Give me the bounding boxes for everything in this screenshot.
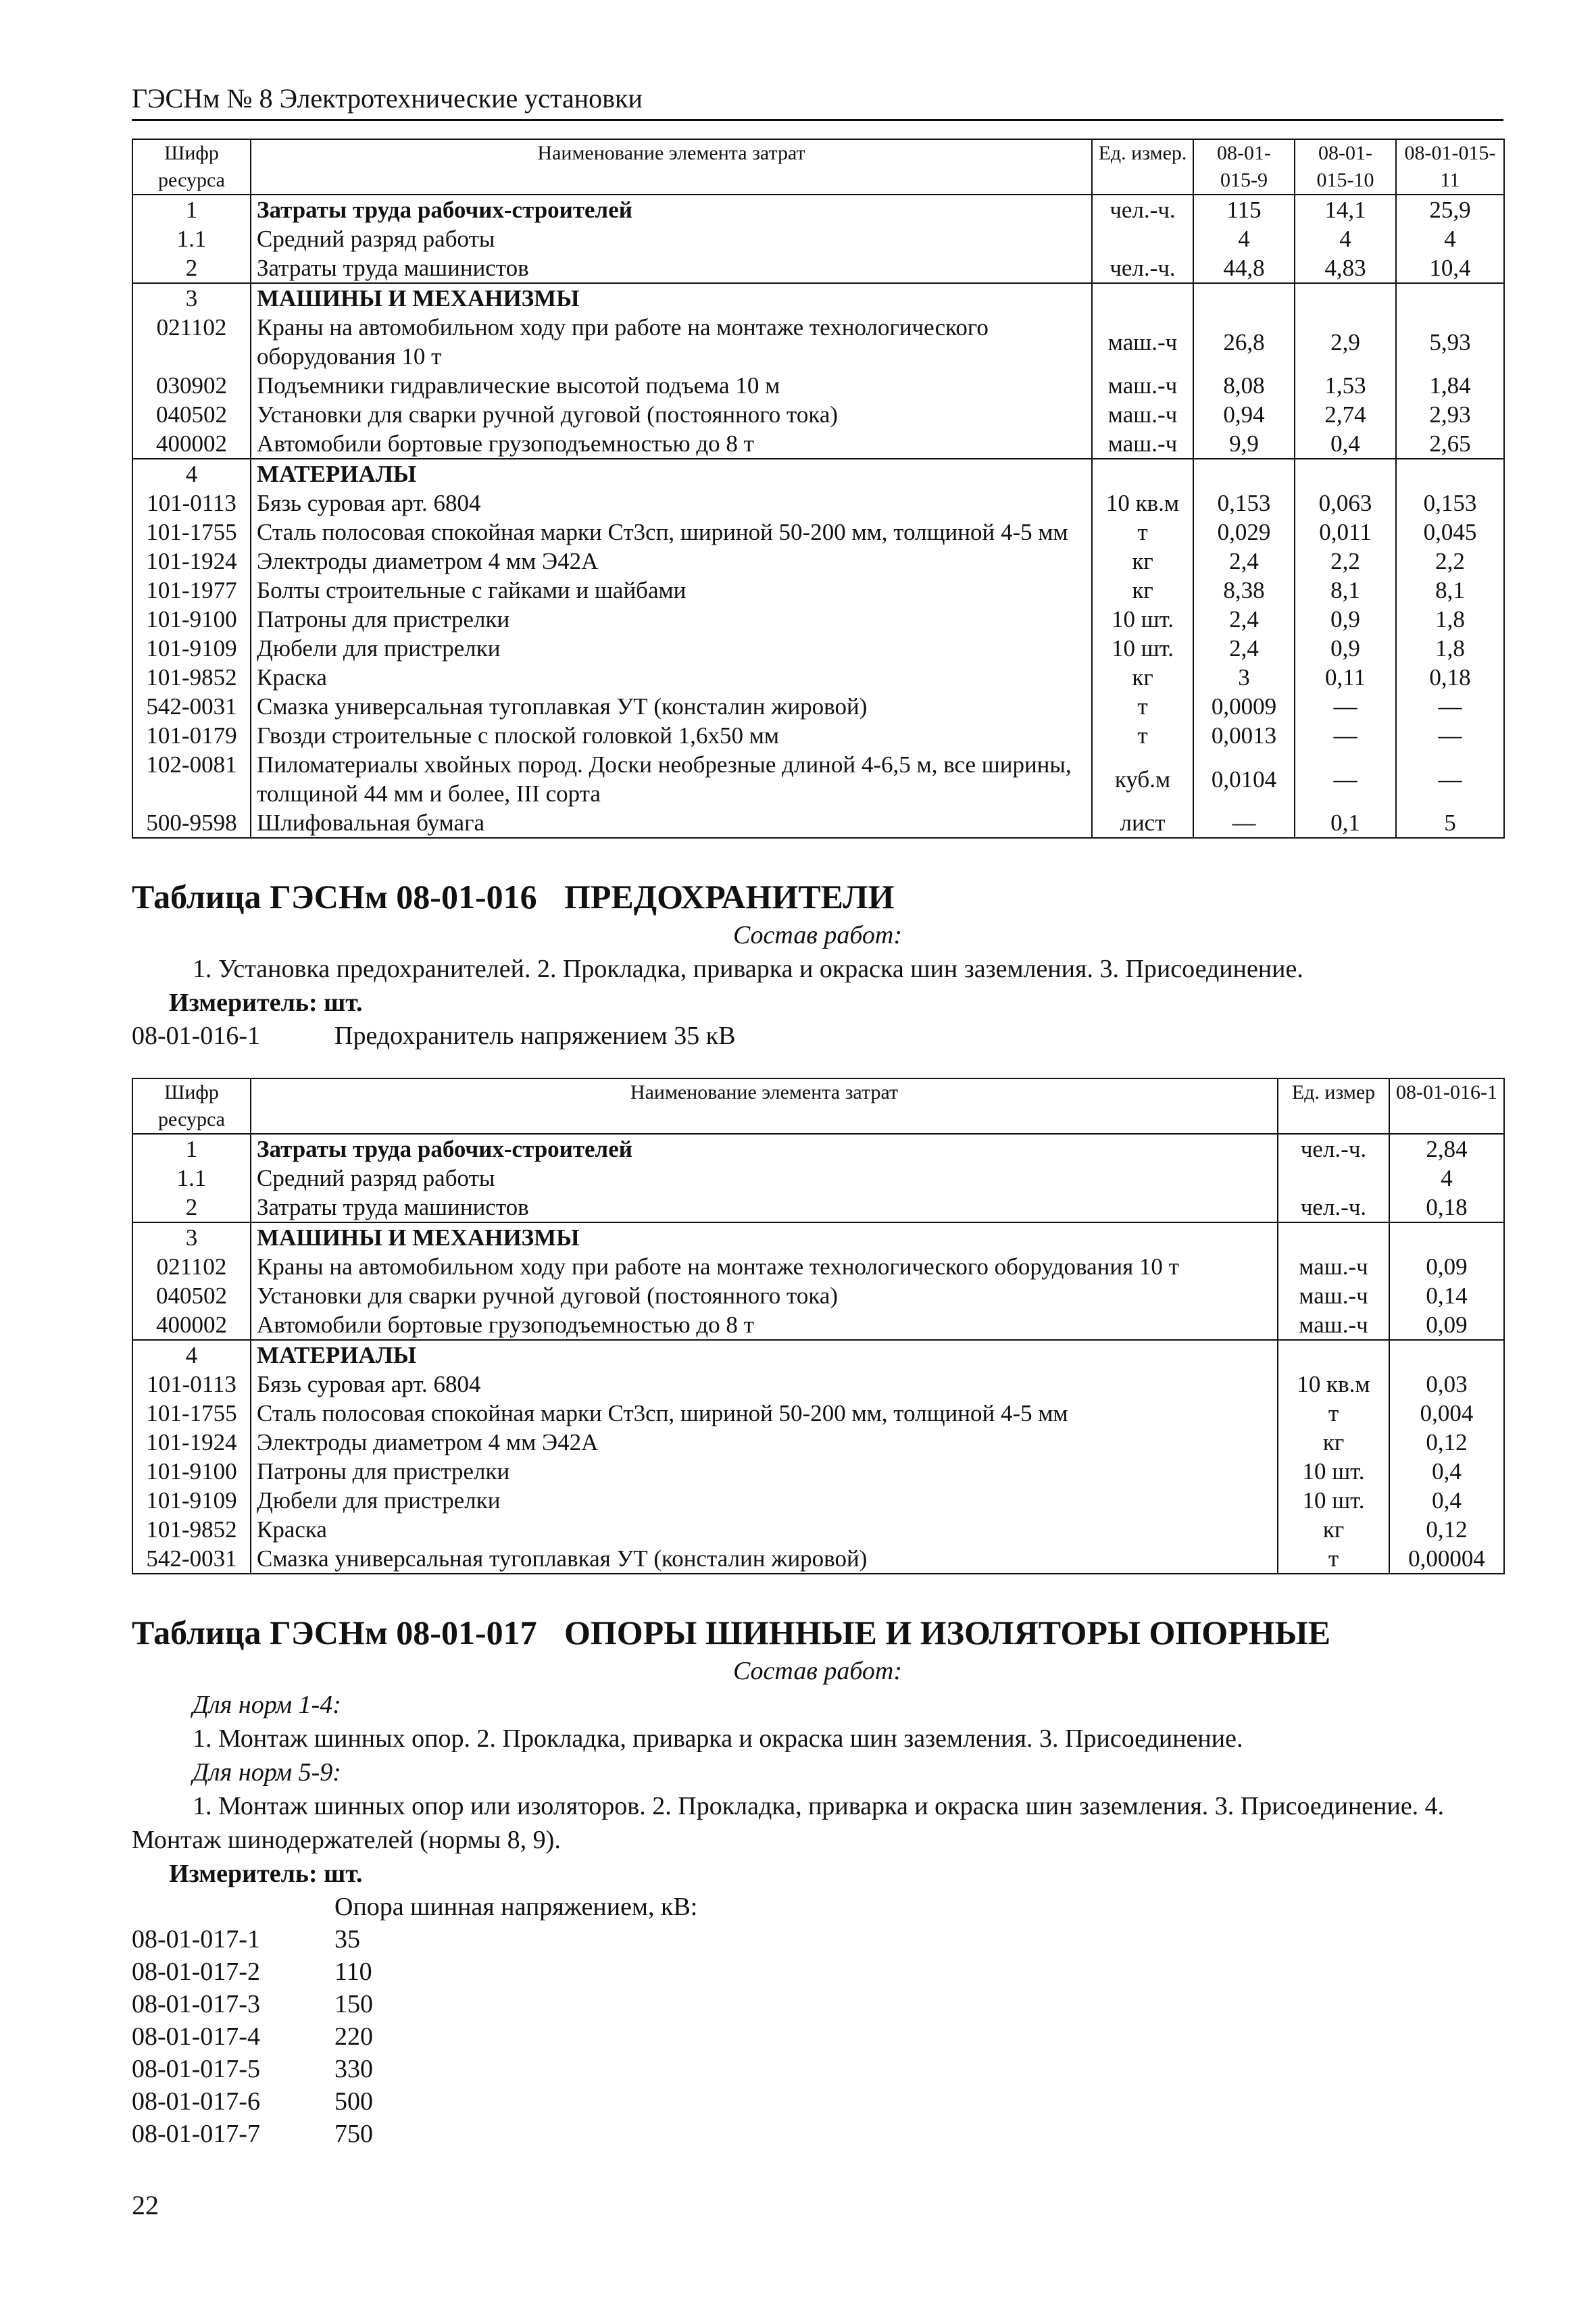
cell-value: — xyxy=(1295,692,1396,721)
cell-code: 2 xyxy=(132,1193,251,1222)
cell-code: 3 xyxy=(132,1222,251,1252)
cell-value: 2,65 xyxy=(1396,429,1504,459)
cell-value: 0,00004 xyxy=(1389,1544,1504,1574)
table-header-row xyxy=(132,139,1504,195)
cell-code: 101-0179 xyxy=(132,721,251,750)
norm-item xyxy=(132,2085,1503,2118)
header-col: 08-01-015-9 xyxy=(1193,139,1295,195)
cell-unit: т xyxy=(1278,1544,1389,1574)
cell-value: 0,029 xyxy=(1193,518,1295,547)
cell-value: 0,063 xyxy=(1295,489,1396,518)
cell-code: 3 xyxy=(132,283,251,313)
norm-line xyxy=(132,1020,1503,1052)
cell-value: 0,1 xyxy=(1295,808,1396,838)
norm-value: 150 xyxy=(334,1990,373,2018)
norm-code: 08-01-017-3 xyxy=(132,1990,260,2018)
cell-value: 0,011 xyxy=(1295,518,1396,547)
table-row xyxy=(132,1193,1504,1222)
cell-value: 25,9 xyxy=(1396,195,1504,224)
cell-name: МАТЕРИАЛЫ xyxy=(251,459,1092,489)
cell-value: 0,09 xyxy=(1389,1252,1504,1281)
table-row xyxy=(132,1252,1504,1281)
cell-unit xyxy=(1092,459,1193,489)
cell-name: Шлифовальная бумага xyxy=(251,808,1092,838)
norm-item xyxy=(132,1923,1503,1956)
table-row xyxy=(132,1515,1504,1544)
cell-unit: т xyxy=(1092,692,1193,721)
cell-code: 101-9100 xyxy=(132,605,251,634)
cell-unit: маш.-ч xyxy=(1278,1252,1389,1281)
cell-value: — xyxy=(1396,692,1504,721)
norm-item xyxy=(132,2053,1503,2085)
cell-value: 0,12 xyxy=(1389,1515,1504,1544)
section-row xyxy=(132,459,1504,489)
norm-value: 35 xyxy=(334,1925,360,1953)
norms-1-4-text: 1. Монтаж шинных опор. 2. Прокладка, приварка и окраска шин заземления. 3. Присоединение. xyxy=(193,1724,1243,1753)
cell-code: 400002 xyxy=(132,1310,251,1340)
cell-value: 0,0009 xyxy=(1193,692,1295,721)
cell-unit xyxy=(1092,283,1193,313)
cell-unit: кг xyxy=(1278,1428,1389,1457)
cell-value: 4,83 xyxy=(1295,253,1396,283)
cell-code: 500-9598 xyxy=(132,808,251,838)
header-code: Шифр ресурса xyxy=(132,1078,251,1134)
cell-unit: 10 шт. xyxy=(1278,1486,1389,1515)
table-row xyxy=(132,1134,1504,1164)
cell-name: Затраты труда машинистов xyxy=(251,253,1092,283)
cell-value xyxy=(1396,459,1504,489)
table-code: Таблица ГЭСНм 08-01-017 xyxy=(132,1614,537,1651)
cell-value: 0,94 xyxy=(1193,400,1295,429)
cell-code: 101-9852 xyxy=(132,1515,251,1544)
table-row xyxy=(132,313,1504,371)
cell-unit xyxy=(1278,1340,1389,1370)
cell-value: 0,09 xyxy=(1389,1310,1504,1340)
cell-code: 101-1755 xyxy=(132,518,251,547)
cell-value: 4 xyxy=(1389,1164,1504,1193)
cell-unit: 10 шт. xyxy=(1092,605,1193,634)
cell-name: Пиломатериалы хвойных пород. Доски необрезные длиной 4-6,5 м, все ширины, толщиной 44 мм и более, III сорта xyxy=(251,750,1092,808)
norm-item xyxy=(132,2020,1503,2053)
cell-unit: т xyxy=(1278,1399,1389,1428)
norm-code: 08-01-016-1 xyxy=(132,1022,260,1050)
cell-value: — xyxy=(1193,808,1295,838)
cell-unit: кг xyxy=(1092,547,1193,576)
cell-unit xyxy=(1092,224,1193,253)
cell-code: 101-9852 xyxy=(132,663,251,692)
cell-value: — xyxy=(1295,721,1396,750)
header-name: Наименование элемента затрат xyxy=(251,139,1092,195)
cell-value xyxy=(1389,1340,1504,1370)
cell-value: 10,4 xyxy=(1396,253,1504,283)
cell-value: 0,153 xyxy=(1193,489,1295,518)
cell-code: 101-9109 xyxy=(132,1486,251,1515)
resource-table-015 xyxy=(132,139,1505,839)
cell-value: 0,18 xyxy=(1396,663,1504,692)
cell-name: Гвозди строительные с плоской головкой 1,6х50 мм xyxy=(251,721,1092,750)
norm-code: 08-01-017-1 xyxy=(132,1925,260,1953)
cell-unit: чел.-ч. xyxy=(1092,253,1193,283)
cell-name: МАТЕРИАЛЫ xyxy=(251,1340,1278,1370)
cell-value: 4 xyxy=(1295,224,1396,253)
cell-value: 0,03 xyxy=(1389,1370,1504,1399)
table-header-row xyxy=(132,1078,1504,1134)
norm-name: Предохранитель напряжением 35 кВ xyxy=(334,1022,736,1050)
page-number: 22 xyxy=(132,2190,159,2220)
cell-name: МАШИНЫ И МЕХАНИЗМЫ xyxy=(251,283,1092,313)
cell-value xyxy=(1396,283,1504,313)
cell-name: Установки для сварки ручной дуговой (постоянного тока) xyxy=(251,1281,1278,1310)
cell-unit: маш.-ч xyxy=(1092,429,1193,459)
cell-value: 0,045 xyxy=(1396,518,1504,547)
cell-code: 101-9109 xyxy=(132,634,251,663)
cell-value: 0,14 xyxy=(1389,1281,1504,1310)
cell-name: Краска xyxy=(251,663,1092,692)
cell-unit: т xyxy=(1092,518,1193,547)
cell-code: 1.1 xyxy=(132,224,251,253)
cell-value: 0,4 xyxy=(1389,1486,1504,1515)
table-title-017 xyxy=(132,1611,1503,1654)
section-row xyxy=(132,1222,1504,1252)
cell-code: 101-9100 xyxy=(132,1457,251,1486)
table-row xyxy=(132,1281,1504,1310)
cell-unit: маш.-ч xyxy=(1092,313,1193,371)
cell-code: 101-1755 xyxy=(132,1399,251,1428)
header-unit: Ед. измер xyxy=(1278,1078,1389,1134)
norm-value: 330 xyxy=(334,2055,373,2083)
cell-code: 101-1977 xyxy=(132,576,251,605)
table-row xyxy=(132,400,1504,429)
cell-name: Установки для сварки ручной дуговой (постоянного тока) xyxy=(251,400,1092,429)
cell-code: 101-1924 xyxy=(132,547,251,576)
cell-name: Дюбели для пристрелки xyxy=(251,634,1092,663)
norm-value: 220 xyxy=(334,2022,373,2051)
cell-value: 0,0013 xyxy=(1193,721,1295,750)
cell-unit: кг xyxy=(1278,1515,1389,1544)
cell-value: 0,9 xyxy=(1295,605,1396,634)
table-row xyxy=(132,663,1504,692)
cell-value: 8,1 xyxy=(1396,576,1504,605)
cell-unit: лист xyxy=(1092,808,1193,838)
table-row xyxy=(132,1428,1504,1457)
norm-code: 08-01-017-2 xyxy=(132,1958,260,1986)
composition-label: Состав работ: xyxy=(732,1657,903,1685)
norm-header xyxy=(132,1891,1503,1923)
cell-value: 2,93 xyxy=(1396,400,1504,429)
table-row xyxy=(132,721,1504,750)
header-col: 08-01-016-1 xyxy=(1389,1078,1504,1134)
table-row xyxy=(132,576,1504,605)
cell-value: 115 xyxy=(1193,195,1295,224)
section-row xyxy=(132,283,1504,313)
header-col: 08-01-015-10 xyxy=(1295,139,1396,195)
table-row xyxy=(132,1457,1504,1486)
cell-code: 040502 xyxy=(132,1281,251,1310)
cell-name: Краны на автомобильном ходу при работе на монтаже технологического оборудования 10 т xyxy=(251,1252,1278,1281)
norm-code: 08-01-017-4 xyxy=(132,2022,260,2051)
cell-value: 4 xyxy=(1193,224,1295,253)
cell-value: 8,38 xyxy=(1193,576,1295,605)
cell-name: Средний разряд работы xyxy=(251,1164,1278,1193)
cell-name: Патроны для пристрелки xyxy=(251,605,1092,634)
cell-value: 1,84 xyxy=(1396,371,1504,400)
cell-value xyxy=(1295,283,1396,313)
cell-value: 8,08 xyxy=(1193,371,1295,400)
cell-code: 542-0031 xyxy=(132,1544,251,1574)
cell-unit: маш.-ч xyxy=(1092,400,1193,429)
cell-value: 2,9 xyxy=(1295,313,1396,371)
cell-name: Краска xyxy=(251,1515,1278,1544)
cell-value: 0,153 xyxy=(1396,489,1504,518)
cell-value: 8,1 xyxy=(1295,576,1396,605)
cell-name: Бязь суровая арт. 6804 xyxy=(251,1370,1278,1399)
cell-name: Автомобили бортовые грузоподъемностью до 8 т xyxy=(251,429,1092,459)
cell-unit: чел.-ч. xyxy=(1092,195,1193,224)
cell-code: 400002 xyxy=(132,429,251,459)
cell-value: 44,8 xyxy=(1193,253,1295,283)
cell-name: Затраты труда рабочих-строителей xyxy=(251,1134,1278,1164)
cell-value: 26,8 xyxy=(1193,313,1295,371)
cell-code: 030902 xyxy=(132,371,251,400)
cell-value: 9,9 xyxy=(1193,429,1295,459)
cell-name: Средний разряд работы xyxy=(251,224,1092,253)
cell-value: 3 xyxy=(1193,663,1295,692)
meter-label: Измеритель: шт. xyxy=(169,1860,363,1888)
cell-code: 4 xyxy=(132,459,251,489)
cell-value: — xyxy=(1396,750,1504,808)
cell-name: Затраты труда машинистов xyxy=(251,1193,1278,1222)
cell-value xyxy=(1389,1222,1504,1252)
cell-code: 1 xyxy=(132,1134,251,1164)
cell-unit: 10 шт. xyxy=(1278,1457,1389,1486)
cell-name: Дюбели для пристрелки xyxy=(251,1486,1278,1515)
cell-name: Патроны для пристрелки xyxy=(251,1457,1278,1486)
cell-code: 101-1924 xyxy=(132,1428,251,1457)
norm-item xyxy=(132,1988,1503,2020)
cell-value: 2,4 xyxy=(1193,634,1295,663)
cell-value: — xyxy=(1396,721,1504,750)
cell-name: Краны на автомобильном ходу при работе на монтаже технологического оборудования 10 т xyxy=(251,313,1092,371)
cell-value xyxy=(1295,459,1396,489)
table-row xyxy=(132,547,1504,576)
cell-code: 1.1 xyxy=(132,1164,251,1193)
cell-name: Электроды диаметром 4 мм Э42А xyxy=(251,547,1092,576)
table-row xyxy=(132,371,1504,400)
cell-unit: кг xyxy=(1092,576,1193,605)
norms-5-9-text: 1. Монтаж шинных опор или изоляторов. 2. Прокладка, приварка и окраска шин заземления. 3. Присоединение. 4. Монтаж шинодержателей (нормы 8, 9). xyxy=(132,1792,1445,1854)
cell-code: 101-0113 xyxy=(132,1370,251,1399)
cell-code: 1 xyxy=(132,195,251,224)
cell-value: 2,2 xyxy=(1295,547,1396,576)
table-name: ОПОРЫ ШИННЫЕ И ИЗОЛЯТОРЫ ОПОРНЫЕ xyxy=(564,1614,1331,1651)
cell-unit: кг xyxy=(1092,663,1193,692)
cell-unit: 10 кв.м xyxy=(1278,1370,1389,1399)
cell-unit: 10 шт. xyxy=(1092,634,1193,663)
table-row xyxy=(132,429,1504,459)
cell-unit: чел.-ч. xyxy=(1278,1193,1389,1222)
cell-name: Сталь полосовая спокойная марки Ст3сп, шириной 50-200 мм, толщиной 4-5 мм xyxy=(251,518,1092,547)
cell-value: — xyxy=(1295,750,1396,808)
table-row xyxy=(132,518,1504,547)
cell-value: 2,84 xyxy=(1389,1134,1504,1164)
table-name: ПРЕДОХРАНИТЕЛИ xyxy=(564,878,895,916)
norm-header-text: Опора шинная напряжением, кВ: xyxy=(334,1893,698,1921)
norm-item xyxy=(132,2118,1503,2150)
table-row xyxy=(132,692,1504,721)
cell-code: 4 xyxy=(132,1340,251,1370)
resource-table-016 xyxy=(132,1078,1505,1574)
cell-code: 101-0113 xyxy=(132,489,251,518)
cell-unit: т xyxy=(1092,721,1193,750)
table-row xyxy=(132,808,1504,838)
cell-name: Смазка универсальная тугоплавкая УТ (консталин жировой) xyxy=(251,692,1092,721)
cell-name: Сталь полосовая спокойная марки Ст3сп, шириной 50-200 мм, толщиной 4-5 мм xyxy=(251,1399,1278,1428)
cell-value: 1,8 xyxy=(1396,634,1504,663)
table-row xyxy=(132,253,1504,283)
norm-value: 500 xyxy=(334,2087,373,2116)
cell-value: 5,93 xyxy=(1396,313,1504,371)
header-unit: Ед. измер. xyxy=(1092,139,1193,195)
cell-value: 2,4 xyxy=(1193,547,1295,576)
table-row xyxy=(132,750,1504,808)
cell-code: 021102 xyxy=(132,1252,251,1281)
cell-unit xyxy=(1278,1222,1389,1252)
cell-value: 1,53 xyxy=(1295,371,1396,400)
cell-name: МАШИНЫ И МЕХАНИЗМЫ xyxy=(251,1222,1278,1252)
document-page xyxy=(132,81,1503,2150)
table-row xyxy=(132,1399,1504,1428)
cell-code: 2 xyxy=(132,253,251,283)
cell-value: 5 xyxy=(1396,808,1504,838)
cell-value: 2,4 xyxy=(1193,605,1295,634)
cell-value: 0,004 xyxy=(1389,1399,1504,1428)
cell-value: 0,12 xyxy=(1389,1428,1504,1457)
cell-name: Затраты труда рабочих-строителей xyxy=(251,195,1092,224)
cell-unit: куб.м xyxy=(1092,750,1193,808)
header-col: 08-01-015-11 xyxy=(1396,139,1504,195)
cell-code: 040502 xyxy=(132,400,251,429)
cell-value: 0,11 xyxy=(1295,663,1396,692)
composition-text: 1. Установка предохранителей. 2. Прокладка, приварка и окраска шин заземления. 3. Присоединение. xyxy=(193,955,1303,983)
norm-item xyxy=(132,1956,1503,1988)
cell-value: 0,9 xyxy=(1295,634,1396,663)
table-row xyxy=(132,634,1504,663)
cell-value: 4 xyxy=(1396,224,1504,253)
section-row xyxy=(132,1340,1504,1370)
meter-label: Измеритель: шт. xyxy=(169,989,363,1017)
table-row xyxy=(132,605,1504,634)
table-body xyxy=(132,1134,1504,1574)
running-head: ГЭСНм № 8 Электротехнические установки xyxy=(132,81,1503,121)
table-row xyxy=(132,1310,1504,1340)
table-title-016 xyxy=(132,875,1503,918)
norm-code: 08-01-017-7 xyxy=(132,2120,260,2148)
cell-code: 542-0031 xyxy=(132,692,251,721)
cell-name: Бязь суровая арт. 6804 xyxy=(251,489,1092,518)
cell-unit xyxy=(1278,1164,1389,1193)
cell-value: 0,4 xyxy=(1295,429,1396,459)
cell-unit: маш.-ч xyxy=(1092,371,1193,400)
table-row xyxy=(132,224,1504,253)
norm-code: 08-01-017-6 xyxy=(132,2087,260,2116)
header-name: Наименование элемента затрат xyxy=(251,1078,1278,1134)
norm-value: 750 xyxy=(334,2120,373,2148)
cell-name: Подъемники гидравлические высотой подъема 10 м xyxy=(251,371,1092,400)
cell-value: 0,18 xyxy=(1389,1193,1504,1222)
cell-value: 0,4 xyxy=(1389,1457,1504,1486)
norm-code: 08-01-017-5 xyxy=(132,2055,260,2083)
cell-value: 1,8 xyxy=(1396,605,1504,634)
header-code: Шифр ресурса xyxy=(132,139,251,195)
cell-value: 14,1 xyxy=(1295,195,1396,224)
norm-list xyxy=(132,1923,1503,2150)
cell-value: 2,2 xyxy=(1396,547,1504,576)
cell-unit: чел.-ч. xyxy=(1278,1134,1389,1164)
table-row xyxy=(132,489,1504,518)
cell-name: Электроды диаметром 4 мм Э42А xyxy=(251,1428,1278,1457)
cell-value xyxy=(1193,459,1295,489)
table-row xyxy=(132,1164,1504,1193)
table-row xyxy=(132,195,1504,224)
table-row xyxy=(132,1486,1504,1515)
cell-value: 0,0104 xyxy=(1193,750,1295,808)
cell-unit: 10 кв.м xyxy=(1092,489,1193,518)
table-row xyxy=(132,1544,1504,1574)
cell-unit: маш.-ч xyxy=(1278,1281,1389,1310)
composition-label: Состав работ: xyxy=(732,921,903,949)
table-body xyxy=(132,195,1504,838)
cell-value xyxy=(1193,283,1295,313)
cell-name: Автомобили бортовые грузоподъемностью до 8 т xyxy=(251,1310,1278,1340)
table-row xyxy=(132,1370,1504,1399)
cell-code: 102-0081 xyxy=(132,750,251,808)
norm-value: 110 xyxy=(334,1958,372,1986)
cell-name: Смазка универсальная тугоплавкая УТ (консталин жировой) xyxy=(251,1544,1278,1574)
table-code: Таблица ГЭСНм 08-01-016 xyxy=(132,878,537,916)
cell-name: Болты строительные с гайками и шайбами xyxy=(251,576,1092,605)
cell-unit: маш.-ч xyxy=(1278,1310,1389,1340)
cell-code: 021102 xyxy=(132,313,251,371)
norms-1-4-label: Для норм 1-4: xyxy=(193,1691,341,1719)
cell-value: 2,74 xyxy=(1295,400,1396,429)
norms-5-9-label: Для норм 5-9: xyxy=(193,1758,341,1787)
